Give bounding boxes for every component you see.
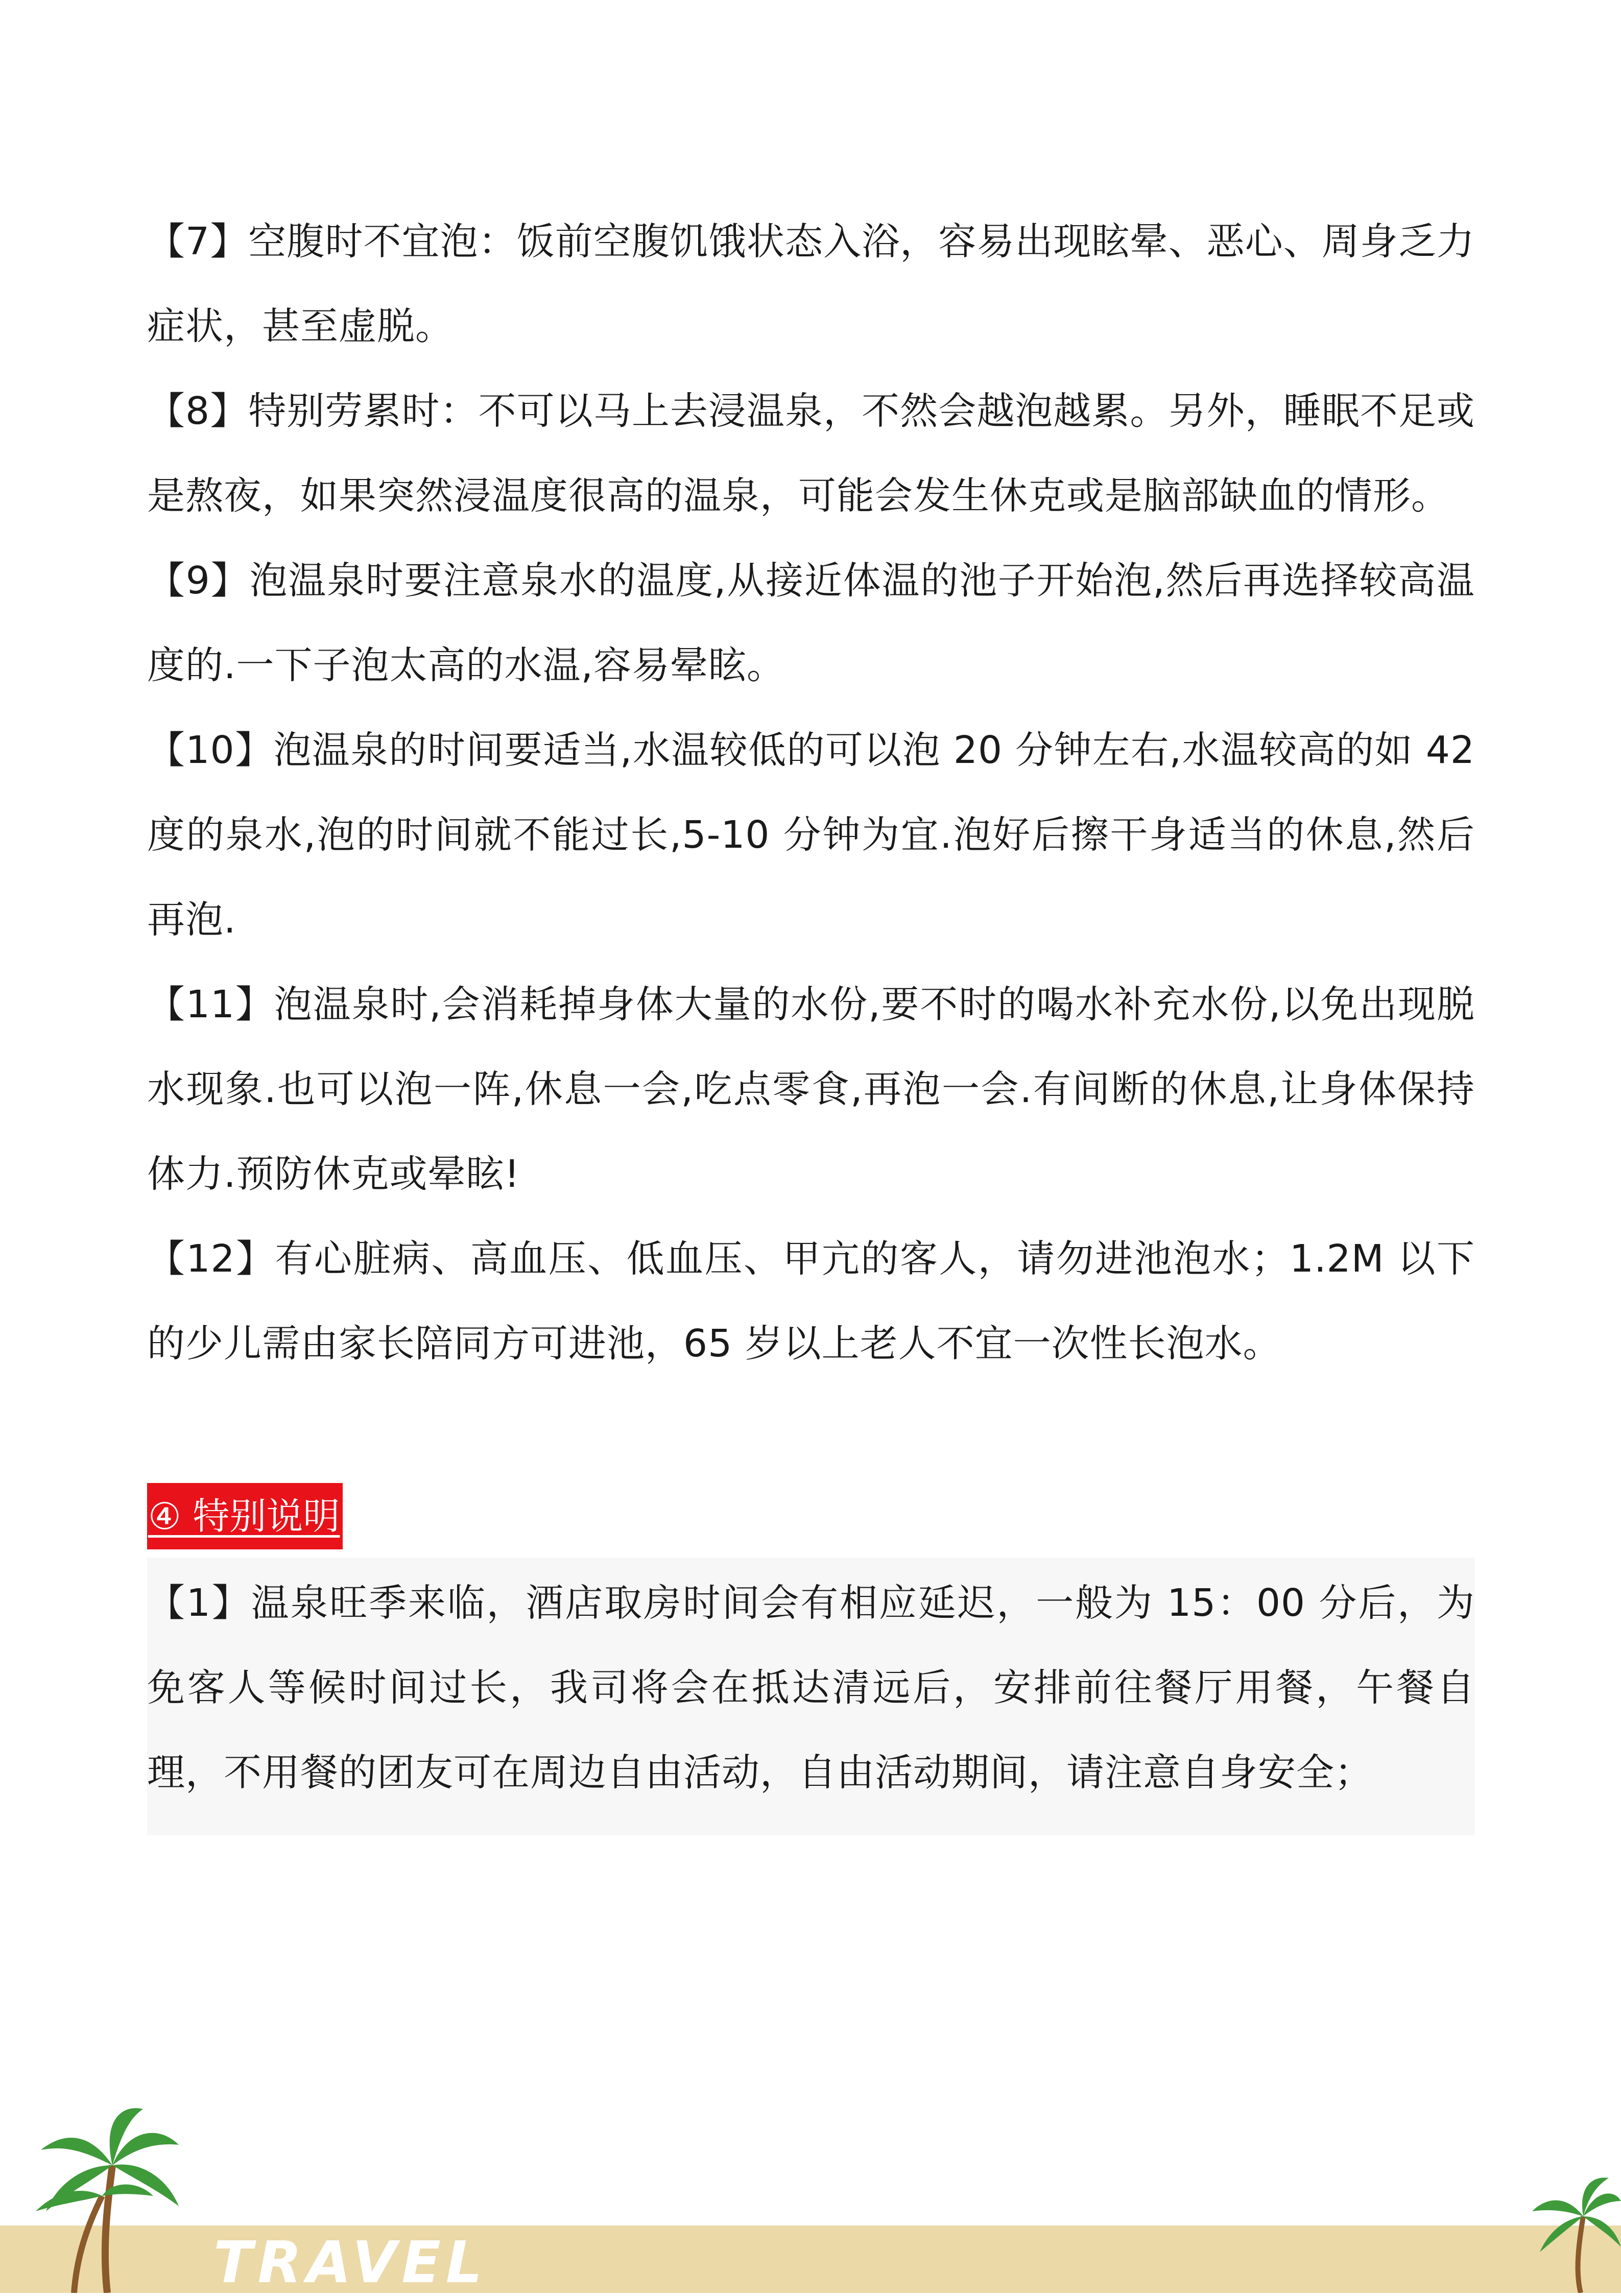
palm-tree-right-icon [1527,2175,1621,2293]
tip-12: 【12】有心脏病、高血压、低血压、甲亢的客人，请勿进池泡水；1.2M 以下的少儿需由家长陪同方可进池，65 岁以上老人不宜一次性长泡水。 [147,1237,1475,1366]
tip-7: 【7】空腹时不宜泡：饭前空腹饥饿状态入浴，容易出现眩晕、恶心、周身乏力症状，甚至虚脱。 [147,220,1475,348]
special-notes-box [147,1558,1475,1835]
palm-tree-left-icon [26,2104,189,2293]
tip-8: 【8】特别劳累时：不可以马上去浸温泉，不然会越泡越累。另外，睡眠不足或是熬夜，如果突然浸温度很高的温泉，可能会发生休克或是脑部缺血的情形。 [147,389,1475,518]
tip-10: 【10】泡温泉的时间要适当,水温较低的可以泡 20 分钟左右,水温较高的如 42 度的泉水,泡的时间就不能过长,5-10 分钟为宜.泡好后擦干身适当的休息,然后再泡. [147,728,1475,942]
special-notes-heading: ④ 特别说明 [147,1483,343,1549]
document-body [147,199,1475,1835]
tip-9: 【9】泡温泉时要注意泉水的温度,从接近体温的池子开始泡,然后再选择较高温度的.一下子泡太高的水温,容易晕眩。 [147,559,1475,687]
special-note-1: 【1】温泉旺季来临，酒店取房时间会有相应延迟，一般为 15：00 分后，为免客人等候时间过长，我司将会在抵达清远后，安排前往餐厅用餐，午餐自理，不用餐的团友可在周边自由活动，自由活动期间，请注意自身安全； [147,1581,1475,1795]
tip-11: 【11】泡温泉时,会消耗掉身体大量的水份,要不时的喝水补充水份,以免出现脱水现象.也可以泡一阵,休息一会,吃点零食,再泡一会.有间断的休息,让身体保持体力.预防休克或晕眩! [147,983,1475,1196]
travel-logo-text: TRAVEL [213,2230,488,2296]
